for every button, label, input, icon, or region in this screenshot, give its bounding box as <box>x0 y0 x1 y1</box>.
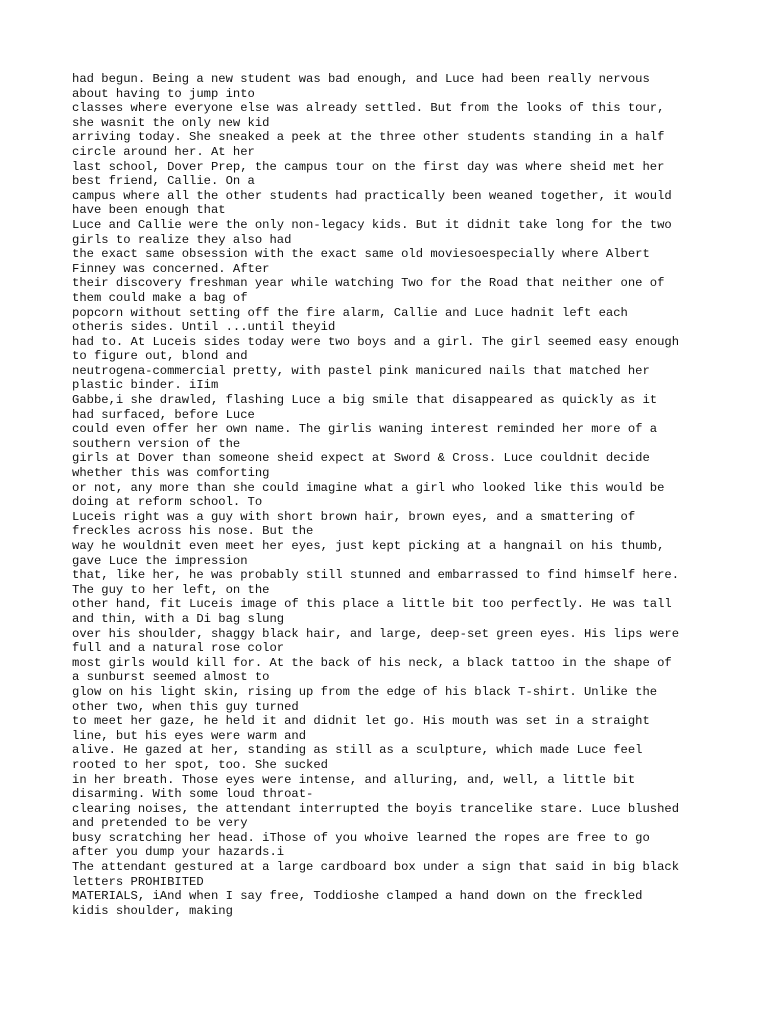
text-line: had begun. Being a new student was bad enough, and Luce had been really nervous <box>72 72 650 86</box>
document-page <box>72 72 732 918</box>
text-line: alive. He gazed at her, standing as still as a sculpture, which made Luce feel <box>72 743 643 758</box>
text-line: after you dump your hazards.i <box>72 845 285 860</box>
text-line: campus where all the other students had practically been weaned together, it would <box>72 188 672 203</box>
text-line: clearing noises, the attendant interrupted the boyis trancelike stare. Luce blushed <box>72 801 680 816</box>
text-line: over his shoulder, shaggy black hair, and large, deep-set green eyes. His lips were <box>72 626 680 641</box>
text-line: popcorn without setting off the fire alarm, Callie and Luce hadnit left each <box>72 305 628 320</box>
text-line: that, like her, he was probably still stunned and embarrassed to find himself here. <box>72 568 680 583</box>
text-line: to meet her gaze, he held it and didnit let go. His mouth was set in a straight <box>72 714 650 729</box>
text-line: Luce and Callie were the only non-legacy kids. But it didnit take long for the two <box>72 217 672 232</box>
text-line: and thin, with a Di bag slung <box>72 611 285 626</box>
text-line: freckles across his nose. But the <box>72 524 314 539</box>
text-line: kidis shoulder, making <box>72 903 233 918</box>
text-line: neutrogena-commercial pretty, with pastel pink manicured nails that matched her <box>72 363 650 378</box>
text-line: Luceis right was a guy with short brown hair, brown eyes, and a smattering of <box>72 509 636 524</box>
text-line: last school, Dover Prep, the campus tour on the first day was where sheid met her <box>72 159 665 174</box>
text-line: doing at reform school. To <box>72 495 263 510</box>
text-line: disarming. With some loud throat- <box>72 787 314 802</box>
text-line: full and a natural rose color <box>72 641 285 656</box>
text-line: had to. At Luceis sides today were two boys and a girl. The girl seemed easy enough <box>72 334 680 349</box>
text-line: girls at Dover than someone sheid expect at Sword & Cross. Luce couldnit decide <box>72 451 650 466</box>
text-line: plastic binder. iIim <box>72 378 219 393</box>
text-line: Gabbe,i she drawled, flashing Luce a big smile that disappeared as quickly as it <box>72 393 658 408</box>
text-line: about having to jump into <box>72 86 255 101</box>
text-line: or not, any more than she could imagine what a girl who looked like this would be <box>72 480 665 495</box>
text-line: rooted to her spot, too. She sucked <box>72 757 328 772</box>
text-line: MATERIALS, iAnd when I say free, Toddioshe clamped a hand down on the freckled <box>72 889 643 904</box>
text-line: The attendant gestured at a large cardboard box under a sign that said in big black <box>72 860 680 875</box>
text-line: classes where everyone else was already settled. But from the looks of this tour, <box>72 101 665 116</box>
text-line: most girls would kill for. At the back of his neck, a black tattoo in the shape of <box>72 655 672 670</box>
text-line: a sunburst seemed almost to <box>72 670 270 685</box>
text-line: whether this was comforting <box>72 466 270 481</box>
text-line: Finney was concerned. After <box>72 261 270 276</box>
text-line: gave Luce the impression <box>72 553 248 568</box>
text-line: could even offer her own name. The girlis waning interest reminded her more of a <box>72 422 658 437</box>
text-line: the exact same obsession with the exact same old moviesoespecially where Albert <box>72 247 650 262</box>
text-line: glow on his light skin, rising up from the edge of his black T-shirt. Unlike the <box>72 684 658 699</box>
text-line: way he wouldnit even meet her eyes, just kept picking at a hangnail on his thumb, <box>72 539 665 553</box>
text-line: southern version of the <box>72 436 241 451</box>
text-line: their discovery freshman year while watching Two for the Road that neither one of <box>72 276 665 291</box>
text-line: girls to realize they also had <box>72 232 292 247</box>
text-line: other hand, fit Luceis image of this place a little bit too perfectly. He was tall <box>72 597 672 612</box>
text-line: had surfaced, before Luce <box>72 407 255 422</box>
text-line: arriving today. She sneaked a peek at the three other students standing in a half <box>72 130 665 145</box>
text-line: best friend, Callie. On a <box>72 174 255 189</box>
text-line: them could make a bag of <box>72 290 248 305</box>
text-line: she wasnit the only new kid <box>72 115 270 130</box>
text-line: circle around her. At her <box>72 144 255 159</box>
text-line: line, but his eyes were warm and <box>72 728 307 743</box>
text-line: otheris sides. Until ...until theyid <box>72 320 336 335</box>
text-line: and pretended to be very <box>72 816 248 831</box>
text-line: busy scratching her head. iThose of you whoive learned the ropes are free to go <box>72 830 650 845</box>
text-line: in her breath. Those eyes were intense, and alluring, and, well, a little bit <box>72 772 636 787</box>
text-line: to figure out, blond and <box>72 349 248 364</box>
text-line: other two, when this guy turned <box>72 699 299 714</box>
text-line: have been enough that <box>72 203 226 218</box>
text-line: The guy to her left, on the <box>72 582 270 597</box>
text-line: letters PROHIBITED <box>72 874 204 889</box>
